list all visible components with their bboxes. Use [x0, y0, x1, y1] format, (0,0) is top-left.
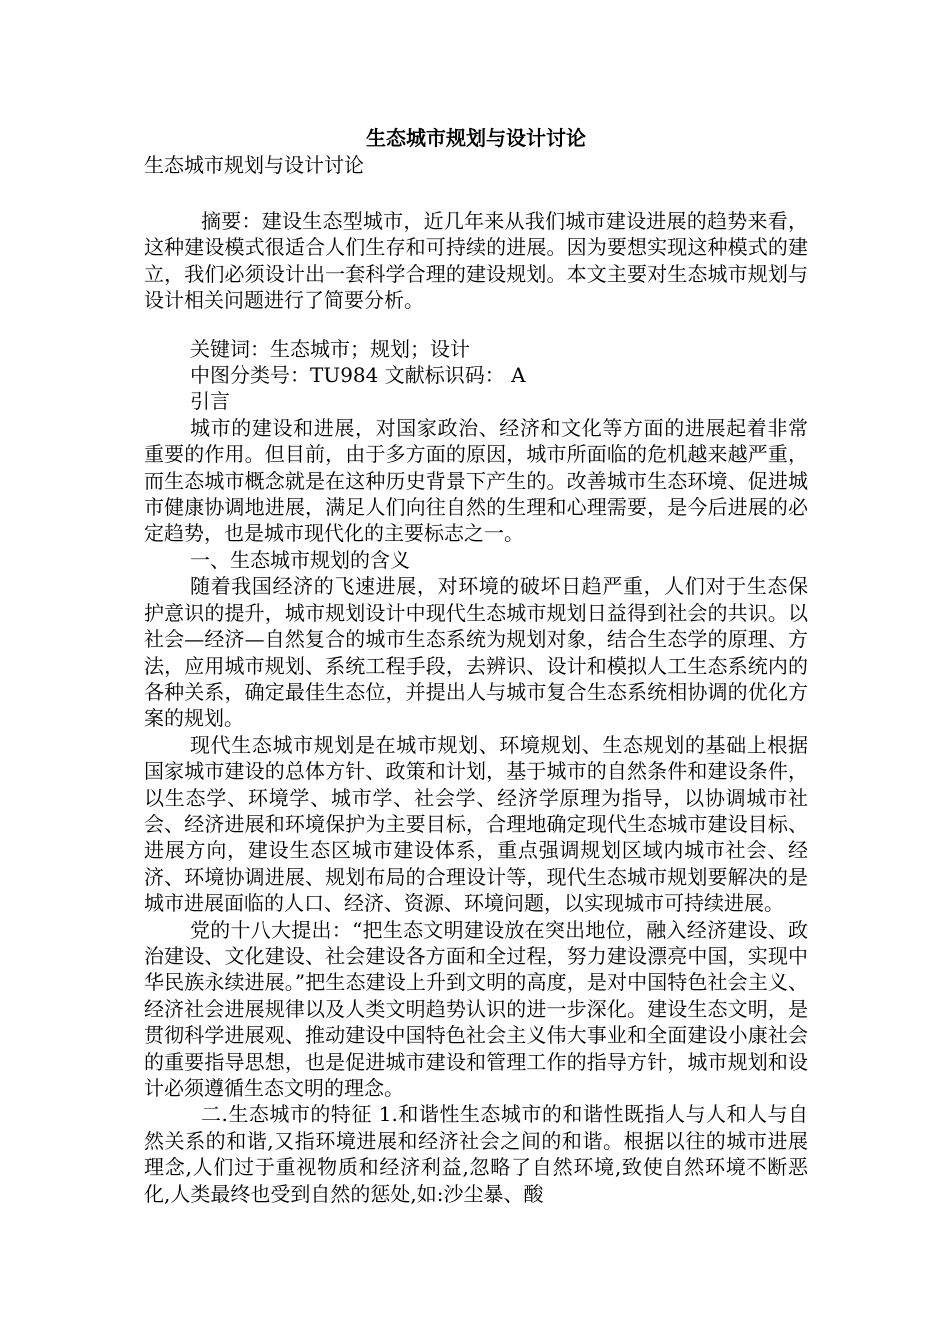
section1-paragraph-1: 随着我国经济的飞速进展，对环境的破坏日趋严重，人们对于生态保护意识的提升，城市规划设计中现代生态城市规划日益得到社会的共识。以社会—经济—自然复合的城市生态系统为规划对象，结合生态学的原理、方法，应用城市规划、系统工程手段，去辨识、设计和模拟人工生态系统内的各种关系，确定最佳生态位，并提出人与城市复合生态系统相协调的优化方案的规划。: [144, 574, 808, 731]
spacer: [144, 178, 808, 208]
section1-paragraph-3: 党的十八大提出：“把生态文明建设放在突出地位，融入经济建设、政治建设、文化建设、社会建设各方面和全过程，努力建设漂亮中国，实现中华民族永续进展。”把生态建设上升到文明的高度，是对中国特色社会主义、经济社会进展规律以及人类文明趋势认识的进一步深化。建设生态文明，是贯彻科学进展观、推动建设中国特色社会主义伟大事业和全面建设小康社会的重要指导思想，也是促进城市建设和管理工作的指导方针，城市规划和设计必须遵循生态文明的理念。: [144, 917, 808, 1100]
section1-paragraph-2: 现代生态城市规划是在城市规划、环境规划、生态规划的基础上根据国家城市建设的总体方针、政策和计划，基于城市的自然条件和建设条件，以生态学、环境学、城市学、社会学、经济学原理为指导，以协调城市社会、经济进展和环境保护为主要目标，合理地确定现代生态城市建设目标、进展方向，建设生态区城市建设体系，重点强调规划区域内城市社会、经济、环境协调进展、规划布局的合理设计等，现代生态城市规划要解决的是城市进展面临的人口、经济、资源、环境问题，以实现城市可持续进展。: [144, 732, 808, 916]
spacer: [144, 314, 808, 336]
document-body: [144, 124, 808, 1207]
document-subtitle: 生态城市规划与设计讨论: [144, 153, 364, 177]
keywords-line: 关键词：生态城市；规划；设计: [190, 336, 470, 361]
section2-paragraph: 二.生态城市的特征 1.和谐性生态城市的和谐性既指人与人和人与自然关系的和谐,又指环境进展和经济社会之间的和谐。根据以往的城市进展理念,人们过于重视物质和经济利益,忽略了自然环境,致使自然环境不断恶化,人类最终也受到自然的惩处,如:沙尘暴、酸: [144, 1102, 808, 1206]
intro-heading: 引言: [190, 389, 230, 414]
classification-line: 中图分类号：TU984 文献标识码： A: [190, 363, 526, 388]
intro-paragraph: 城市的建设和进展，对国家政治、经济和文化等方面的进展起着非常重要的作用。但目前，由于多方面的原因，城市所面临的危机越来越严重，而生态城市概念就是在这种历史背景下产生的。改善城市生态环境、促进城市健康协调地进展，满足人们向往自然的生理和心理需要，是今后进展的必定趋势，也是城市现代化的主要标志之一。: [144, 415, 808, 546]
abstract-paragraph: 摘要：建设生态型城市，近几年来从我们城市建设进展的趋势来看，这种建设模式很适合人们生存和可持续的进展。因为要想实现这种模式的建立，我们必须设计出一套科学合理的建设规划。本文主要对生态城市规划与设计相关问题进行了简要分析。: [144, 209, 808, 313]
section1-heading: 一、生态城市规划的含义: [190, 547, 410, 572]
document-title: 生态城市规划与设计讨论: [366, 126, 586, 150]
